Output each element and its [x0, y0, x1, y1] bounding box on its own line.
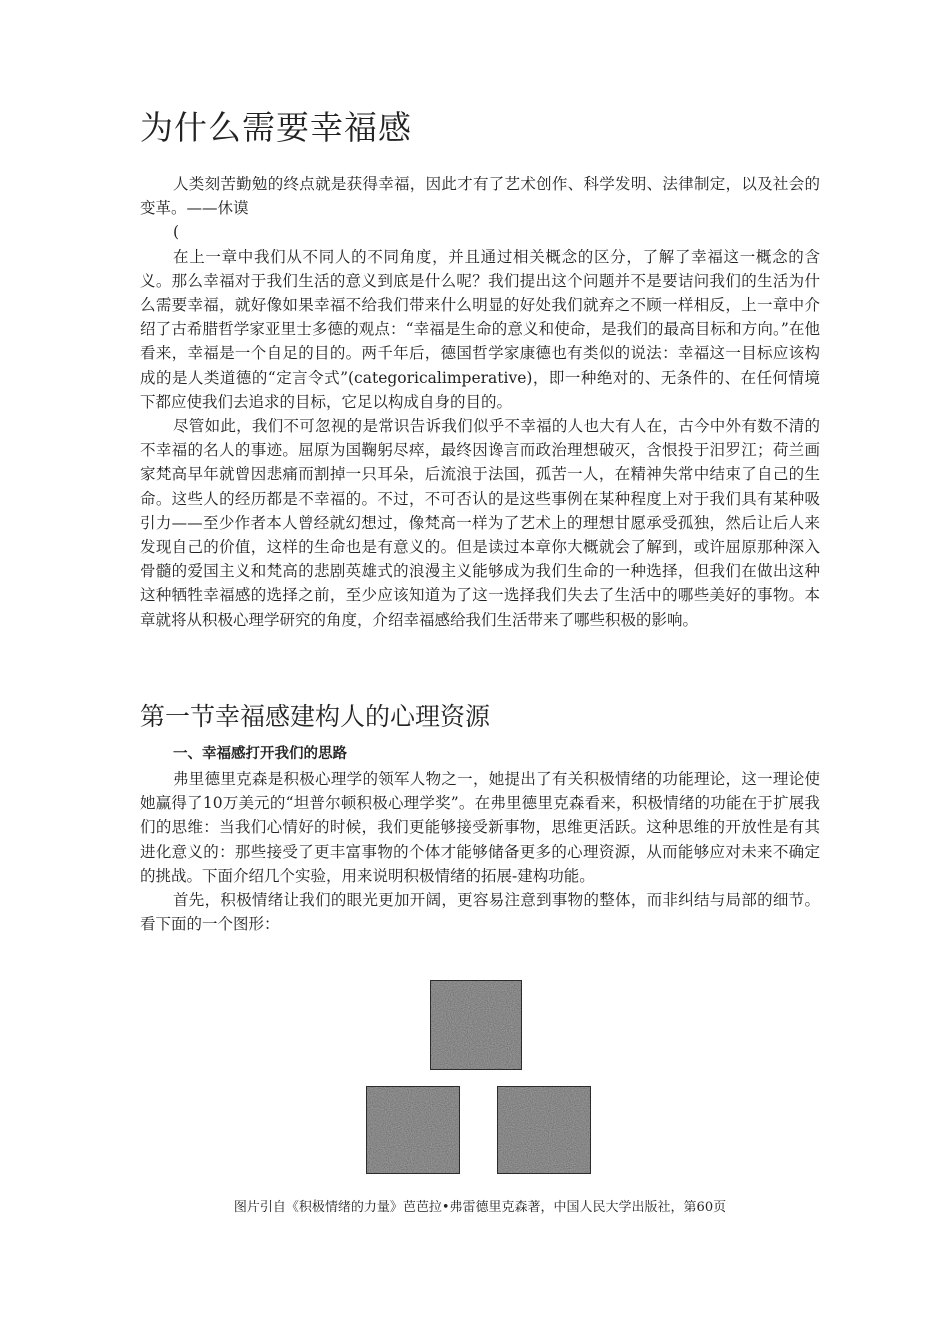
body-paragraph: 弗里德里克森是积极心理学的领军人物之一，她提出了有关积极情绪的功能理论，这一理论使她赢得了10万美元的“坦普尔顿积极心理学奖”。在弗里德里克森看来，积极情绪的功能在于扩展我们的思维：当我们心情好的时候，我们更能够接受新事物，思维更活跃。这种思维的开放性是有其进化意义的：那些接受了更丰富事物的个体才能够储备更多的心理资源，从而能够应对未来不确定的挑战。下面介绍几个实验，用来说明积极情绪的拓展-建构功能。 — [140, 770, 820, 885]
bottom-right-square — [497, 1086, 591, 1174]
intro-text — [140, 172, 820, 632]
figure-caption: 图片引自《积极情绪的力量》芭芭拉•弗雷德里克森著，中国人民大学出版社，第60页 — [233, 1200, 727, 1215]
top-square — [430, 980, 522, 1070]
body-paragraph: 首先，积极情绪让我们的眼光更加开阔，更容易注意到事物的整体，而非纠结与局部的细节。看下面的一个图形： — [140, 891, 820, 934]
squares-figure-svg — [140, 978, 820, 1178]
epigraph-paragraph: 人类刻苦勤勉的终点就是获得幸福，因此才有了艺术创作、科学发明、法律制定，以及社会的变革。——休谟 — [140, 175, 820, 218]
body-paragraph: 在上一章中我们从不同人的不同角度，并且通过相关概念的区分，了解了幸福这一概念的含义。那么幸福对于我们生活的意义到底是什么呢？我们提出这个问题并不是要诘问我们的生活为什么需要幸福，就好像如果幸福不给我们带来什么明显的好处我们就弃之不顾一样相反，上一章中介绍了古希腊哲学家亚里士多德的观点：“幸福是生命的意义和使命，是我们的最高目标和方向。”在他看来，幸福是一个自足的目的。两千年后，德国哲学家康德也有类似的说法：幸福这一目标应该构成的是人类道德的“定言令式”(categoricalimperative)，即一种绝对的、无条件的、在任何情境下都应使我们去追求的目标，它足以构成自身的目的。 — [140, 247, 820, 411]
subsection-title: 一、幸福感打开我们的思路 — [173, 746, 347, 762]
page-title: 为什么需要幸福感 — [140, 108, 412, 147]
section-text — [140, 767, 820, 936]
bottom-left-square — [366, 1086, 460, 1174]
stray-parenthesis: ( — [173, 223, 180, 242]
squares-figure — [140, 978, 820, 1178]
body-paragraph: 尽管如此，我们不可忽视的是常识告诉我们似乎不幸福的人也大有人在，古今中外有数不清的不幸福的名人的事迹。屈原为国鞠躬尽瘁，最终因谗言而政治理想破灭，含恨投于汨罗江；荷兰画家梵高早年就曾因悲痛而割掉一只耳朵，后流浪于法国，孤苦一人，在精神失常中结束了自己的生命。这些人的经历都是不幸福的。不过，不可否认的是这些事例在某种程度上对于我们具有某种吸引力——至少作者本人曾经就幻想过，像梵高一样为了艺术上的理想甘愿承受孤独，然后让后人来发现自己的价值，这样的生命也是有意义的。但是读过本章你大概就会了解到，或许屈原那种深入骨髓的爱国主义和梵高的悲剧英雄式的浪漫主义能够成为我们生命的一种选择，但我们在做出这种这种牺牲幸福感的选择之前，至少应该知道为了这一选择我们失去了生活中的哪些美好的事物。本章就将从积极心理学研究的角度，介绍幸福感给我们生活带来了哪些积极的影响。 — [140, 417, 820, 629]
section-title: 第一节幸福感建构人的心理资源 — [140, 702, 491, 731]
